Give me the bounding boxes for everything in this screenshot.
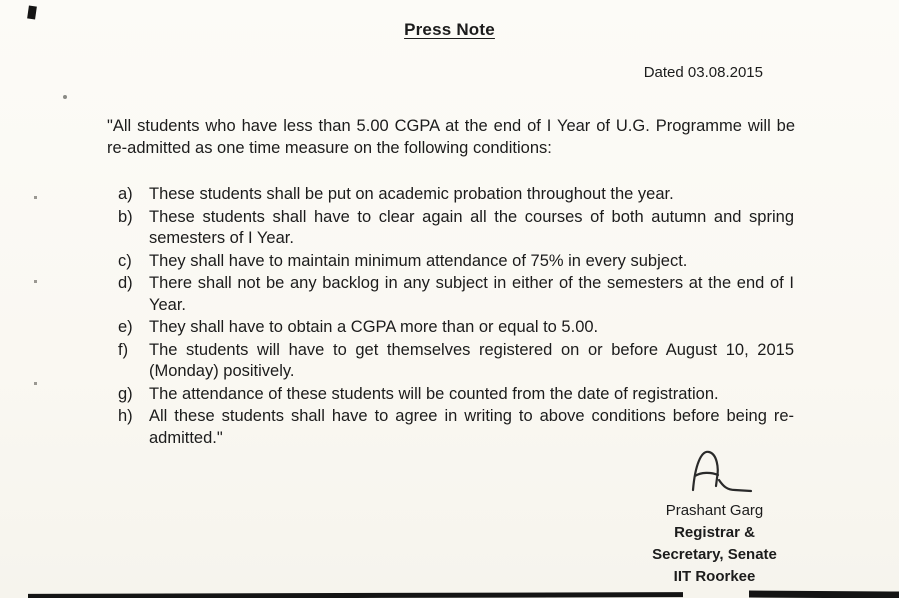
condition-text: There shall not be any backlog in any subject in either of the semesters at the end of I Year. [149,274,794,314]
condition-item-f [118,340,794,383]
scan-artifact-tick [34,196,37,199]
document-title: Press Note [404,20,495,39]
scan-artifact-dot [63,95,67,99]
condition-label: a) [118,185,133,203]
scan-artifact-top-left [27,6,37,20]
scan-artifact-tick [34,382,37,385]
condition-item-c [118,251,794,273]
conditions-list [118,184,794,450]
scan-artifact-bottom-edge [28,592,683,598]
condition-text: These students shall be put on academic probation throughout the year. [149,185,674,203]
condition-item-a [118,184,794,206]
scan-artifact-tick [34,280,37,283]
signatory-designation-line1: Registrar & [674,524,755,541]
condition-label: h) [118,407,133,425]
scan-artifact-bottom-right-edge [749,590,899,598]
condition-label: c) [118,251,132,270]
condition-label: f) [118,340,129,359]
condition-text: The students will have to get themselves registered on or before August 10, 2015 (Monday) positively. [149,340,794,380]
signature-block [612,446,817,588]
condition-text: These students shall have to clear again all the courses of both autumn and spring semesters of I Year. [149,207,794,247]
condition-label: d) [118,274,133,292]
condition-text: They shall have to maintain minimum attendance of 75% in every subject. [149,251,688,270]
handwritten-signature-icon [673,446,757,498]
condition-item-d [118,273,794,316]
condition-label: g) [118,384,133,403]
condition-item-b [118,207,794,250]
signatory-designation-line2: Secretary, Senate [652,546,777,563]
signatory-organization: IIT Roorkee [673,568,756,585]
condition-label: b) [118,207,133,226]
condition-label: e) [118,318,133,336]
condition-item-h [118,406,794,449]
condition-item-g [118,384,794,406]
condition-text: The attendance of these students will be counted from the date of registration. [149,384,719,403]
intro-paragraph: "All students who have less than 5.00 CGPA at the end of I Year of U.G. Programme will be re-admitted as one time measure on the following conditions: [107,117,795,157]
condition-text: They shall have to obtain a CGPA more than or equal to 5.00. [149,318,599,336]
condition-text: All these students shall have to agree in writing to above conditions before being re-admitted." [149,407,794,447]
signatory-name: Prashant Garg [665,502,764,519]
date-line: Dated 03.08.2015 [643,64,763,81]
condition-item-e [118,317,794,339]
